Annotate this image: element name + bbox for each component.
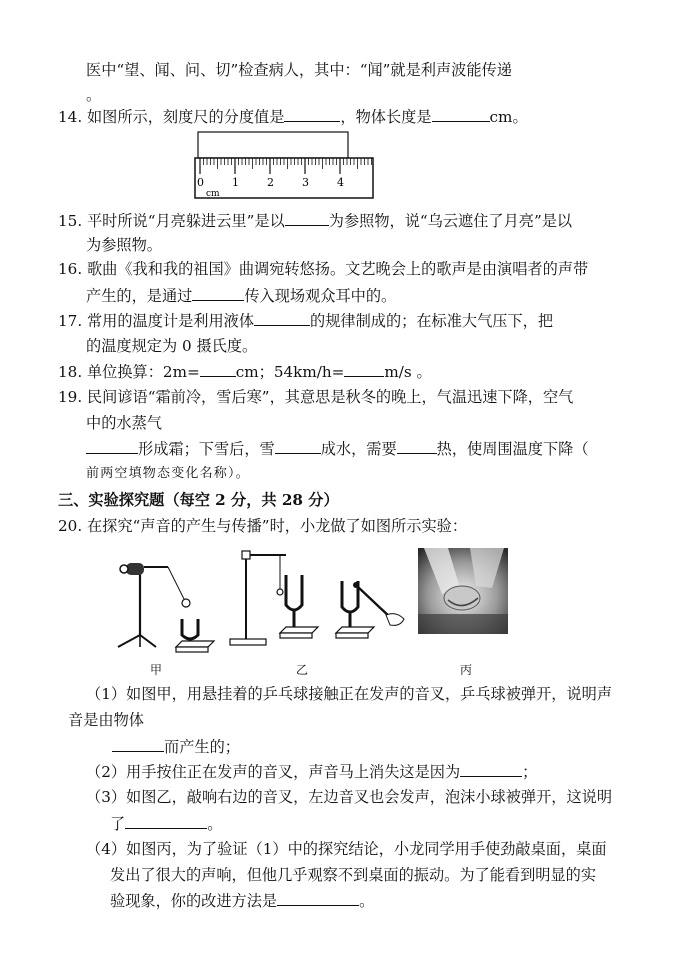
- q19-line-1: [58, 387, 573, 407]
- q14-blank-1[interactable]: [284, 106, 340, 122]
- q13-line: 医中“望、闻、问、切”检查病人，其中：“闻”就是利声波能传递: [86, 61, 512, 79]
- q18-text-c: m/s 。: [384, 363, 432, 381]
- q16-line-1: [58, 259, 588, 279]
- q19-line-3: [86, 438, 589, 459]
- q14-text-a: 如图所示，刻度尺的分度值是: [86, 108, 285, 126]
- p4-text-c: 验现象，你的改进方法是: [110, 892, 278, 910]
- p4-line-1: （4）如图丙，为了验证（1）中的探究结论，小龙同学用手使劲敲桌面，桌面: [86, 840, 607, 858]
- q18-line: [58, 361, 432, 382]
- q18-number: 18.: [58, 363, 83, 381]
- q19-line-2: 中的水蒸气: [86, 414, 162, 432]
- q15-blank-1[interactable]: [285, 210, 329, 226]
- q19-line-4: 前两空填物态变化名称）。: [86, 466, 250, 481]
- p1-text-c: 而产生的；: [164, 738, 240, 756]
- q19-blank-1[interactable]: [86, 438, 138, 454]
- q15-number: 15.: [58, 212, 83, 230]
- p2-blank-1[interactable]: [460, 761, 522, 777]
- foam-ball-icon: [277, 589, 283, 595]
- q17-number: 17.: [58, 312, 83, 330]
- ruler-tick-label: 3: [302, 176, 309, 189]
- p1-line-3: [112, 736, 240, 757]
- figure-label-jia: 甲: [150, 663, 163, 677]
- ruler-tick-label: 4: [337, 176, 344, 189]
- q14-blank-2[interactable]: [432, 106, 490, 122]
- q20-line: [58, 516, 467, 536]
- q19-text-a: 民间谚语“霜前冷，雪后寒”，其意思是秋冬的晚上，气温迅速下降，空气: [86, 388, 574, 406]
- ruler-tick-label: 0: [197, 176, 204, 189]
- p3-line-2: [110, 813, 222, 834]
- ruler-tick-label: 2: [267, 176, 274, 189]
- q13-end: 。: [86, 86, 102, 104]
- q14-line: [58, 106, 528, 127]
- q14-number: 14.: [58, 108, 83, 126]
- section-3-heading: 三、实验探究题（每空 2 分，共 28 分）: [58, 491, 339, 509]
- q16-text-b: 产生的，是通过: [86, 287, 193, 305]
- q17-text-a: 常用的温度计是利用液体: [86, 312, 255, 330]
- q14-text-b: ，物体长度是: [340, 108, 432, 126]
- p4-line-2: 发出了很大的声响，但他几乎观察不到桌面的振动。为了能看到明显的实: [110, 866, 596, 884]
- figure-label-bing: 丙: [460, 663, 473, 677]
- q19-text-c: 形成霜；下雪后，雪: [138, 440, 275, 458]
- figure-yi: [228, 545, 406, 650]
- q17-blank-1[interactable]: [254, 310, 310, 326]
- left-tuning-fork-icon: [286, 575, 302, 610]
- q14-text-c: cm。: [489, 108, 528, 126]
- tuning-fork-icon: [182, 619, 198, 639]
- q15-line-1: [58, 210, 572, 231]
- q16-text-c: 传入现场观众耳中的。: [244, 287, 397, 305]
- q19-number: 19.: [58, 388, 83, 406]
- q19-text-e: 热，使周围温度下降（: [436, 440, 589, 458]
- ping-pong-ball-icon: [182, 599, 190, 607]
- q18-blank-1[interactable]: [200, 361, 236, 377]
- q19-blank-2[interactable]: [275, 438, 321, 454]
- measured-object: [198, 132, 348, 158]
- q15-text-b: 为参照物，说“乌云遮住了月亮”是以: [328, 212, 573, 230]
- q20-text-a: 在探究“声音的产生与传播”时，小龙做了如图所示实验：: [86, 517, 468, 535]
- q16-blank-1[interactable]: [192, 285, 244, 301]
- p3-blank-1[interactable]: [125, 813, 207, 829]
- p3-text-b: 了: [110, 815, 126, 833]
- p1-line-2: 音是由物体: [68, 711, 144, 729]
- p3-text-c: 。: [207, 815, 223, 833]
- q17-text-b: 的规律制成的；在标准大气压下，把: [310, 312, 554, 330]
- q17-line-2: 的温度规定为 0 摄氏度。: [86, 337, 258, 355]
- p4-line-3: [110, 890, 374, 911]
- p2-line: [86, 761, 537, 782]
- ruler-tick-label: 1: [232, 176, 239, 189]
- q19-blank-3[interactable]: [397, 438, 437, 454]
- p1-line-1: （1）如图甲，用悬挂着的乒乓球接触正在发声的音叉，乒乓球被弹开，说明声: [86, 685, 613, 703]
- ruler-figure: [190, 128, 380, 202]
- p4-text-d: 。: [359, 892, 375, 910]
- q18-text-a: 单位换算：2m=: [86, 363, 200, 381]
- q20-number: 20.: [58, 517, 83, 535]
- clamp-knob-icon: [120, 565, 128, 573]
- p2-text-b: ；: [522, 763, 538, 781]
- q15-text-a: 平时所说“月亮躲进云里”是以: [86, 212, 285, 230]
- knocking-hand-icon: [444, 586, 480, 610]
- q16-number: 16.: [58, 260, 83, 278]
- figure-bing-photo: [418, 548, 508, 634]
- p4-blank-1[interactable]: [277, 890, 359, 906]
- q18-text-b: cm；54km/h=: [235, 363, 345, 381]
- figure-jia: [110, 555, 222, 655]
- q16-line-2: [86, 285, 396, 306]
- ruler-unit-label: cm: [206, 189, 220, 199]
- hand-icon: [386, 614, 404, 626]
- figure-label-yi: 乙: [296, 663, 309, 677]
- q17-line-1: [58, 310, 553, 331]
- p1-blank-1[interactable]: [112, 736, 164, 752]
- p2-text-a: （2）用手按住正在发声的音叉，声音马上消失这是因为: [86, 763, 461, 781]
- q19-text-d: 成水，需要: [320, 440, 397, 458]
- q15-line-2: 为参照物。: [86, 236, 162, 254]
- q16-text-a: 歌曲《我和我的祖国》曲调宛转悠扬。文艺晚会上的歌声是由演唱者的声带: [86, 260, 589, 278]
- q18-blank-2[interactable]: [344, 361, 384, 377]
- p3-line-1: （3）如图乙，敲响右边的音叉，左边音叉也会发声，泡沫小球被弹开，这说明: [86, 788, 613, 806]
